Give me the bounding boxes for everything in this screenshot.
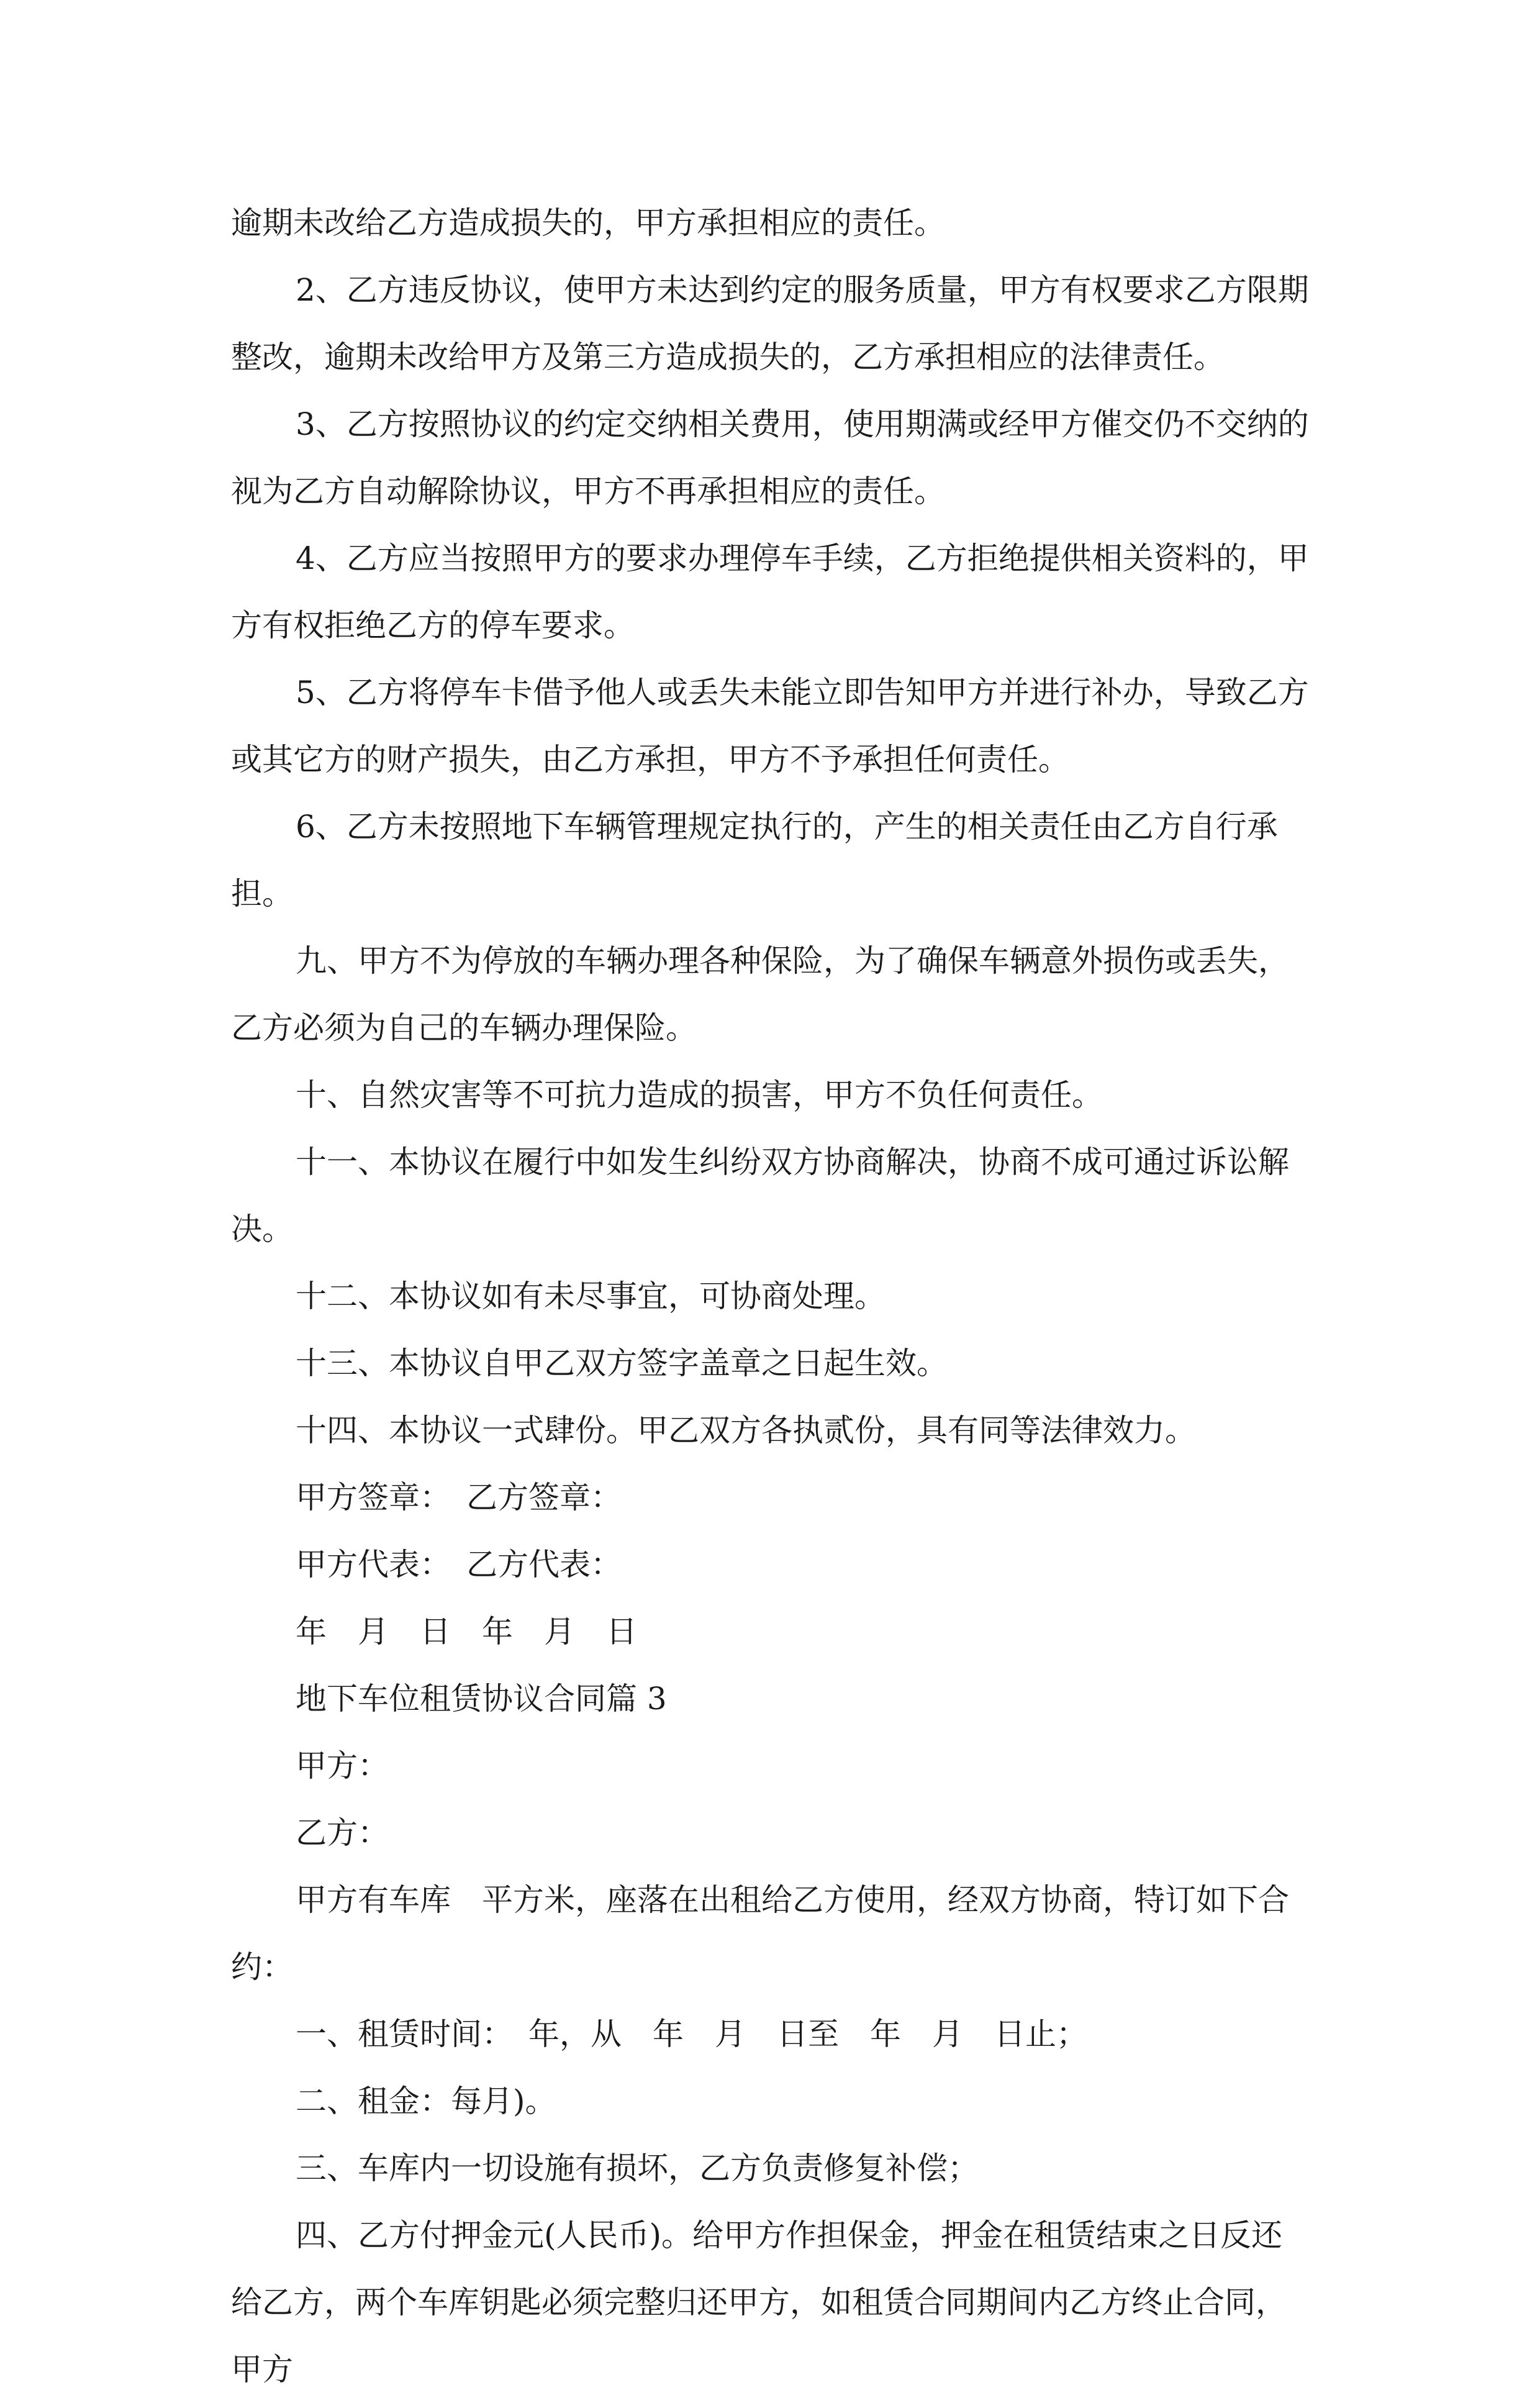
date-line: 年 月 日 年 月 日	[296, 1614, 637, 1650]
paragraph: 十、自然灾害等不可抗力造成的损害，甲方不负任何责任。	[296, 1077, 1103, 1113]
paragraph: 一、租赁时间： 年，从 年 月 日至 年 月 日止；	[296, 2016, 1087, 2052]
paragraph: 5、乙方将停车卡借予他人或丢失未能立即告知甲方并进行补办，导致乙方或其它方的财产损失，由乙方承担，甲方不予承担任何责任。	[231, 675, 1309, 778]
party-a-line: 甲方：	[296, 1748, 389, 1784]
paragraph: 三、车库内一切设施有损坏，乙方负责修复补偿；	[296, 2150, 979, 2186]
paragraph: 十四、本协议一式肆份。甲乙双方各执贰份，具有同等法律效力。	[296, 1412, 1196, 1448]
paragraph: 6、乙方未按照地下车辆管理规定执行的，产生的相关责任由乙方自行承担。	[231, 809, 1278, 912]
paragraph: 十二、本协议如有未尽事宜，可协商处理。	[296, 1278, 886, 1314]
paragraph: 甲方有车库 平方米，座落在出租给乙方使用，经双方协商，特订如下合约：	[231, 1882, 1289, 1985]
paragraph: 十一、本协议在履行中如发生纠纷双方协商解决，协商不成可通过诉讼解决。	[231, 1144, 1289, 1247]
paragraph: 4、乙方应当按照甲方的要求办理停车手续，乙方拒绝提供相关资料的，甲方有权拒绝乙方的停车要求。	[231, 540, 1309, 643]
section-heading: 地下车位租赁协议合同篇 3	[296, 1681, 667, 1717]
paragraph: 二、租金：每月)。	[296, 2083, 556, 2119]
paragraph: 2、乙方违反协议，使甲方未达到约定的服务质量，甲方有权要求乙方限期整改，逾期未改给甲方及第三方造成损失的，乙方承担相应的法律责任。	[231, 272, 1309, 375]
paragraph: 四、乙方付押金元(人民币)。给甲方作担保金，押金在租赁结束之日反还给乙方，两个车库钥匙必须完整归还甲方，如租赁合同期间内乙方终止合同，甲方	[231, 2217, 1287, 2387]
paragraph: 逾期未改给乙方造成损失的，甲方承担相应的责任。	[231, 205, 945, 241]
party-b-line: 乙方：	[296, 1815, 389, 1851]
paragraph: 十三、本协议自甲乙双方签字盖章之日起生效。	[296, 1345, 948, 1381]
paragraph: 3、乙方按照协议的约定交纳相关费用，使用期满或经甲方催交仍不交纳的视为乙方自动解除协议，甲方不再承担相应的责任。	[231, 406, 1309, 509]
document-body	[231, 189, 1311, 2403]
representative-line: 甲方代表： 乙方代表：	[296, 1547, 622, 1583]
paragraph: 九、甲方不为停放的车辆办理各种保险，为了确保车辆意外损伤或丢失，乙方必须为自己的车辆办理保险。	[231, 943, 1289, 1046]
signature-line: 甲方签章： 乙方签章：	[296, 1479, 622, 1515]
